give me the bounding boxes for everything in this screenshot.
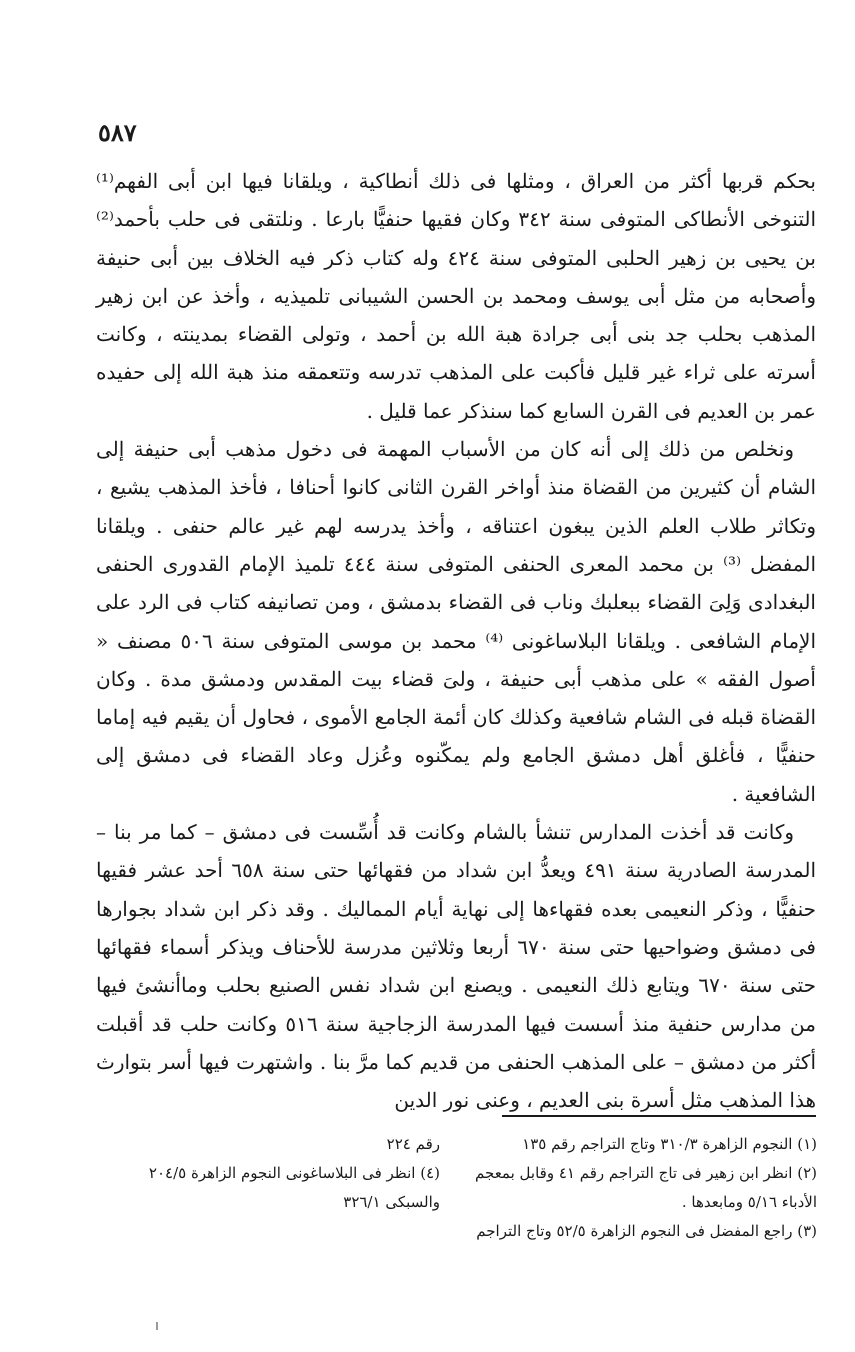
- footnote-line: (١) النجوم الزاهرة ٣١٠/٣ وتاج التراجم رقم ١٣٥: [522, 1135, 817, 1153]
- footnote-line: الأدباء ٥/١٦ ومابعدها .: [681, 1193, 817, 1211]
- page-number: ٥٨٧: [98, 118, 137, 147]
- footnotes-left-column: [100, 1130, 440, 1217]
- body-text: [96, 162, 816, 1119]
- paragraph: وكانت قد أخذت المدارس تنشأ بالشام وكانت قد أُسِّست فى دمشق – كما مر بنا – المدرسة الصادرية سنة ٤٩١ ويعدُّ ابن شداد من فقهائها حتى سنة ٦٥٨ أحد عشر فقيها حنفيًّا ، وذكر النعيمى بعده فقهاءها إلى نهاية أيام المماليك . وقد ذكر ابن شداد بجوارها فى دمشق وضواحيها حتى سنة ٦٧٠ أربعا وثلاثين مدرسة للأحناف ويذكر أسماء فقهائها حتى سنة ٦٧٠ ويتابع ذلك النعيمى . ويصنع ابن شداد نفس الصنيع بحلب وماأنشئ فيها من مدارس حنفية منذ أسست فيها المدرسة الزجاجية سنة ٥١٦ وكانت حلب قد أقبلت أكثر من دمشق – على المذهب الحنفى من قديم كما مرَّ بنا . واشتهرت فيها أسر بتوارث هذا المذهب مثل أسرة بنى العديم ، وعنى نور الدين: [96, 820, 816, 1113]
- paragraph: بحكم قربها أكثر من العراق ، ومثلها فى ذلك أنطاكية ، ويلقانا فيها ابن أبى الفهم⁽¹⁾ التنوخى الأنطاكى المتوفى سنة ٣٤٢ وكان فقيها حنفيًّا بارعا . ونلتقى فى حلب بأحمد⁽²⁾ بن يحيى بن زهير الحلبى المتوفى سنة ٤٢٤ وله كتاب ذكر فيه الخلاف بين أبى حنيفة وأصحابه من مثل أبى يوسف ومحمد بن الحسن الشيبانى تلميذيه ، وأخذ عن ابن زهير المذهب بحلب جد بنى أبى جرادة هبة الله بن أحمد ، وتولى القضاء بمدينته ، وكانت أسرته على ثراء غير قليل فأكبت على المذهب تدرسه وتتعمقه منذ هبة الله إلى حفيده عمر بن العديم فى القرن السابع كما سنذكر عما قليل .: [96, 169, 817, 423]
- footnotes-right-column: [477, 1130, 817, 1246]
- footnote-divider: [502, 1115, 816, 1117]
- footnote-line: والسبكى ٣٢٦/١: [343, 1193, 440, 1211]
- paragraph: ونخلص من ذلك إلى أنه كان من الأسباب المهمة فى دخول مذهب أبى حنيفة إلى الشام أن كثيرين من القضاة منذ أواخر القرن الثانى كانوا أحنافا ، فأخذ المذهب يشيع ، وتكاثر طلاب العلم الذين يبغون اعتناقه ، وأخذ يدرسه لهم غير عالم حنفى . ويلقانا المفضل ⁽³⁾ بن محمد المعرى الحنفى المتوفى سنة ٤٤٤ تلميذ الإمام القدورى الحنفى البغدادى وَلِىَ القضاء ببعلبك وناب فى القضاء بدمشق ، ومن تصانيفه كتاب فى الرد على الإمام الشافعى . ويلقانا البلاساغونى ⁽⁴⁾ محمد بن موسى المتوفى سنة ٥٠٦ مصنف « أصول الفقه » على مذهب أبى حنيفة ، ولىَ قضاء بيت المقدس ودمشق مدة . وكان القضاة قبله فى الشام شافعية وكذلك كان أئمة الجامع الأموى ، فحاول أن يقيم فيه إماما حنفيًّا ، فأغلق أهل دمشق الجامع ولم يمكّنوه وعُزل وعاد القضاء فى دمشق إلى الشافعية .: [96, 437, 817, 806]
- footnote-line: (٣) راجع المفضل فى النجوم الزاهرة ٥٢/٥ وتاج التراجم: [476, 1222, 817, 1240]
- footnote-line: (٢) انظر ابن زهير فى تاج التراجم رقم ٤١ وقابل بمعجم: [475, 1164, 817, 1182]
- scan-mark: [156, 1322, 158, 1330]
- footnote-line: رقم ٢٢٤: [386, 1135, 440, 1153]
- footnote-line: (٤) انظر فى البلاساغونى النجوم الزاهرة ٢٠٤/٥: [148, 1164, 440, 1182]
